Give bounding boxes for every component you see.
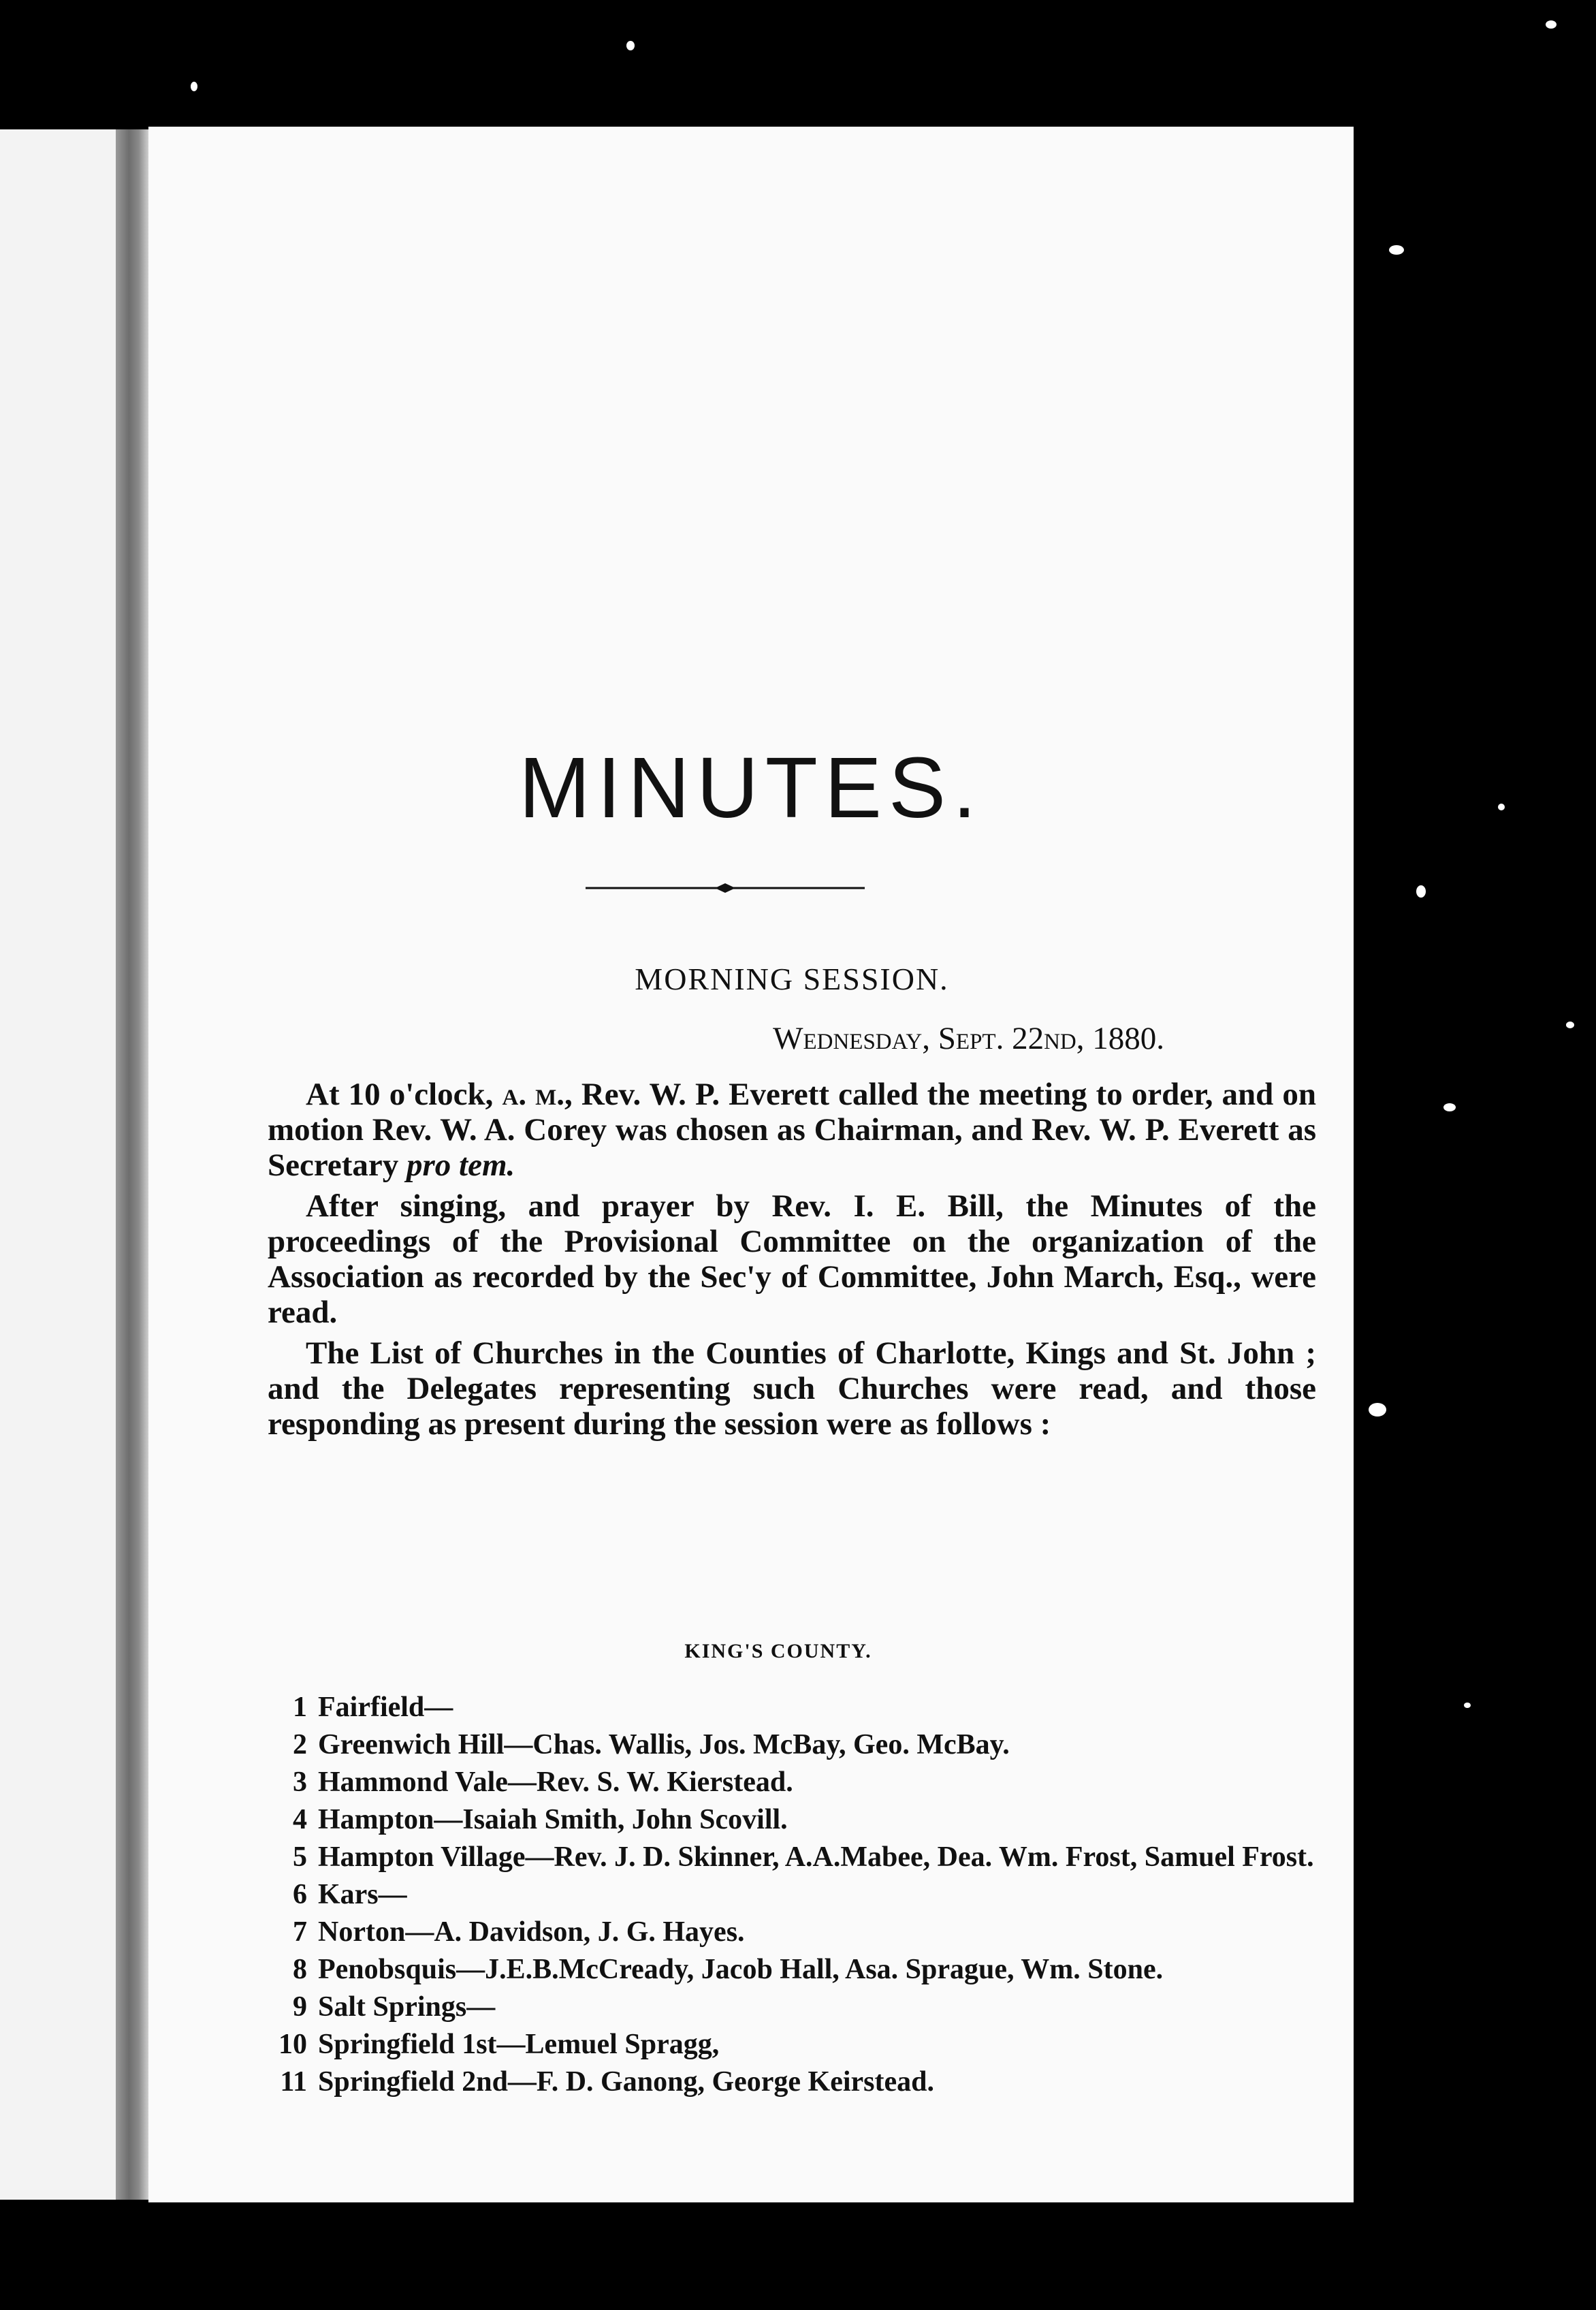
scan-speck [1389, 245, 1404, 255]
church-number: 1 [293, 1692, 307, 1723]
church-entry: Hampton Village—Rev. J. D. Skinner, A.A.Mabee, Dea. Wm. Frost, Samuel Frost. [318, 1841, 1314, 1873]
scan-speck [1443, 1103, 1456, 1111]
scan-speck [191, 82, 197, 91]
time-abbrev: a. m. [502, 1077, 565, 1112]
minutes-body [268, 1077, 1316, 1447]
paragraph-opening [268, 1077, 1316, 1183]
scan-speck [1464, 1703, 1471, 1708]
session-date: Wednesday, Sept. 22nd, 1880. [773, 1021, 1164, 1056]
document-page [148, 127, 1354, 2202]
page-title: MINUTES. [518, 740, 983, 836]
church-number: 3 [293, 1767, 307, 1798]
church-number: 8 [293, 1954, 307, 1985]
list-item [268, 1690, 1316, 1724]
list-item [268, 1765, 1316, 1799]
church-number: 9 [293, 1991, 307, 2023]
list-item [268, 2065, 1316, 2099]
church-number: 5 [293, 1841, 307, 1873]
latin-phrase: pro tem. [406, 1148, 515, 1183]
list-item [268, 1840, 1316, 1874]
scan-speck [1546, 20, 1557, 29]
church-entry: Penobsquis—J.E.B.McCready, Jacob Hall, Asa. Sprague, Wm. Stone. [318, 1954, 1164, 1985]
church-number: 11 [280, 2066, 307, 2098]
paragraph-text: , Rev. W. P. Everett called the meeting to order, and on motion Rev. W. A. Corey was chosen as Chairman, and Rev. W. P. Everett as Secretary [268, 1077, 1316, 1183]
list-item [268, 1803, 1316, 1837]
list-item [268, 1952, 1316, 1987]
church-entry: Greenwich Hill—Chas. Wallis, Jos. McBay, Geo. McBay. [318, 1729, 1010, 1760]
church-entry: Hampton—Isaiah Smith, John Scovill. [318, 1804, 788, 1835]
church-number: 4 [293, 1804, 307, 1835]
session-heading: MORNING SESSION. [635, 962, 949, 996]
church-entry: Salt Springs— [318, 1991, 496, 2023]
scan-speck [1498, 804, 1505, 810]
church-number: 2 [293, 1729, 307, 1760]
ornament-divider [586, 881, 865, 895]
church-number: 7 [293, 1916, 307, 1948]
church-entry: Springfield 2nd—F. D. Ganong, George Keirstead. [318, 2066, 934, 2098]
county-heading: KING'S COUNTY. [684, 1640, 872, 1662]
church-number: 10 [278, 2029, 307, 2060]
paragraph-prayer: After singing, and prayer by Rev. I. E. Bill, the Minutes of the proceedings of the Provisional Committee on the organization of the Association as recorded by the Sec'y of Committee, John March, Esq., were read. [268, 1188, 1316, 1330]
church-entry: Norton—A. Davidson, J. G. Hayes. [318, 1916, 745, 1948]
paragraph-text: At 10 o'clock, [306, 1077, 502, 1112]
list-item [268, 1990, 1316, 2024]
church-entry: Springfield 1st—Lemuel Spragg, [318, 2029, 720, 2060]
book-gutter [116, 129, 148, 2200]
church-list [268, 1690, 1316, 2102]
scan-speck [1566, 1022, 1574, 1028]
church-entry: Kars— [318, 1879, 407, 1910]
list-item [268, 1728, 1316, 1762]
scan-speck [1416, 885, 1426, 898]
paragraph-churches: The List of Churches in the Counties of Charlotte, Kings and St. John ; and the Delegates representing such Churches were read, and those responding as present during the session were as follows : [268, 1335, 1316, 1442]
church-entry: Hammond Vale—Rev. S. W. Kierstead. [318, 1767, 793, 1798]
list-item [268, 1878, 1316, 1912]
scan-speck [1369, 1403, 1386, 1417]
scan-speck [626, 41, 635, 50]
list-item [268, 1915, 1316, 1949]
church-entry: Fairfield— [318, 1692, 453, 1723]
church-number: 6 [293, 1879, 307, 1910]
list-item [268, 2027, 1316, 2061]
